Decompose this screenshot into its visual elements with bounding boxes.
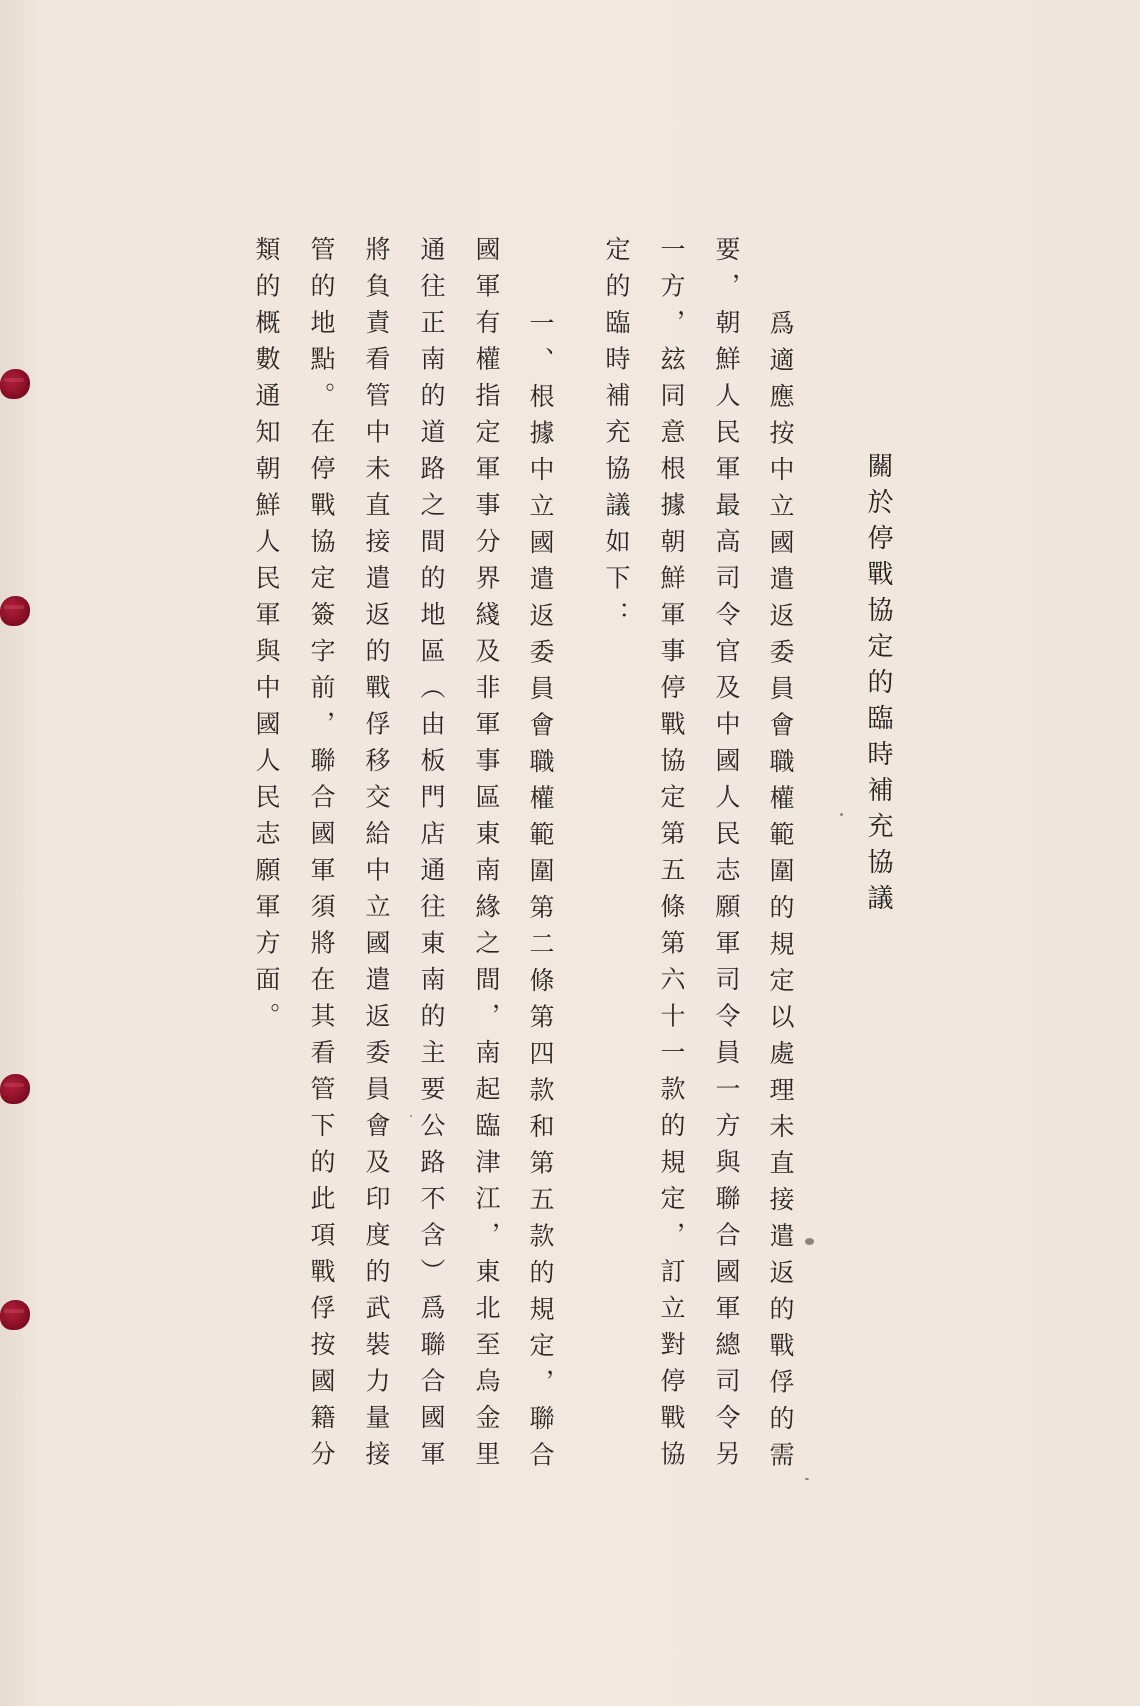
binding-thread (0, 592, 36, 632)
clause-1-line-2: 國軍有權指定軍事分界綫及非軍事區東南緣之間，南起臨津江，東北至烏金里 (472, 236, 501, 1477)
paper-speck (840, 813, 843, 816)
document-title: 關於停戰協定的臨時補充協議 (863, 452, 893, 920)
binding-thread (0, 1070, 36, 1110)
clause-1-line-6: 類的概數通知朝鮮人民軍與中國人民志願軍方面。 (252, 236, 281, 1039)
clause-1-line-5: 管的地點。在停戰協定簽字前，聯合國軍須將在其看管下的此項戰俘按國籍分 (307, 236, 336, 1477)
paper-speck (805, 1238, 814, 1245)
preamble-line-4: 定的臨時補充協議如下： (602, 236, 631, 638)
paper-speck (410, 1115, 412, 1117)
binding-thread (0, 365, 36, 405)
preamble-line-2: 要，朝鮮人民軍最高司令官及中國人民志願軍司令員一方與聯合國軍總司令另 (712, 236, 741, 1477)
preamble-line-3: 一方，玆同意根據朝鮮軍事停戰協定第五條第六十一款的規定，訂立對停戰協 (657, 236, 686, 1477)
preamble-line-1: 爲適應按中立國遣返委員會職權範圍的規定以處理未直接遣返的戰俘的需 (766, 310, 795, 1478)
clause-1-line-3: 通往正南的道路之間的地區（由板門店通往東南的主要公路不含）爲聯合國軍 (417, 236, 446, 1477)
clause-1-line-4: 將負責看管中未直接遣返的戰俘移交給中立國遣返委員會及印度的武裝力量接 (362, 236, 391, 1477)
paper-speck (805, 1478, 809, 1480)
clause-1-line-1: 一、根據中立國遣返委員會職權範圍第二條第四款和第五款的規定，聯合 (526, 310, 555, 1478)
binding-thread (0, 1296, 36, 1336)
